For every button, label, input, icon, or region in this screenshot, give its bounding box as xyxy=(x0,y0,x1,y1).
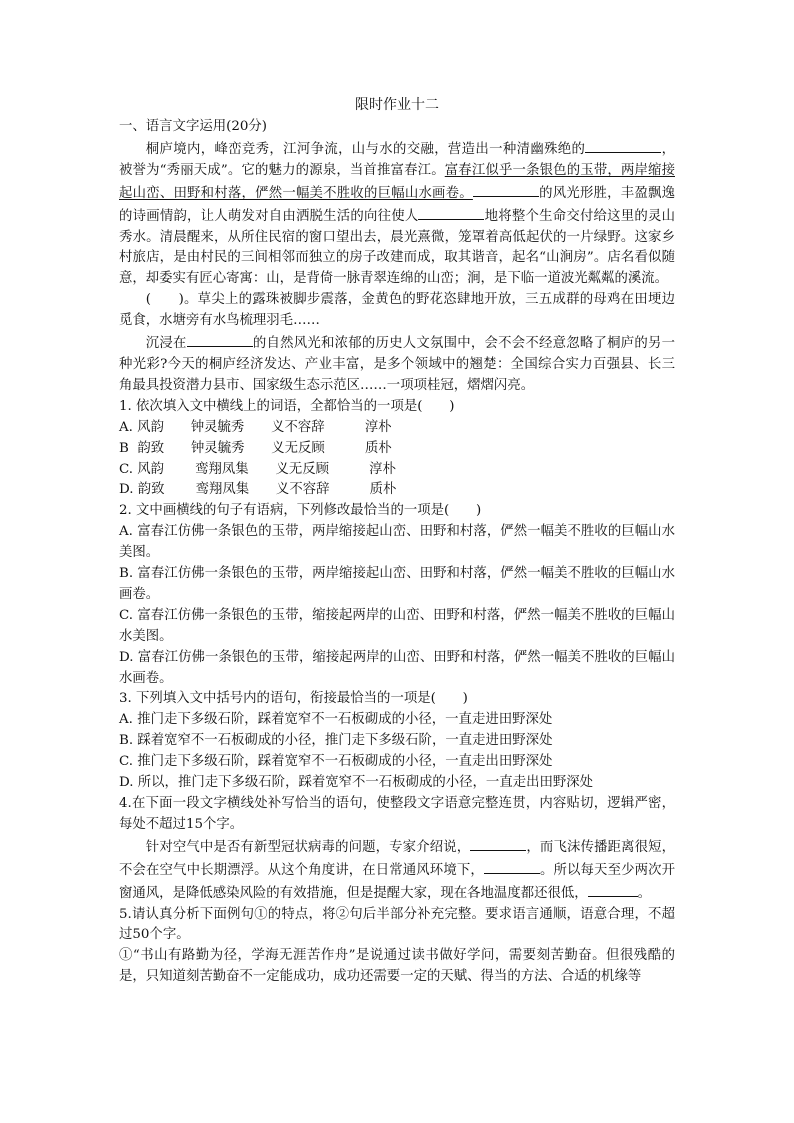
option-b: B. 富春江仿佛一条银色的玉带，两岸缩接起山峦、田野和村落，俨然一幅美不胜收的巨幅山水画卷。 xyxy=(119,566,675,602)
question-1 xyxy=(119,397,675,502)
question-stem: 2. 文中画横线的句子有语病，下列修改最恰当的一项是( ) xyxy=(119,503,482,519)
passage-paragraph-3: 沉浸在 的自然风光和浓郁的历史人文氛围中，会不会不经意忽略了桐庐的另一种光彩?今天的桐庐经济发达、产业丰富，是多个领域中的翘楚：全国综合实力百强县、长三角最具投资潜力县市、国家级生态示范区……一项项桂冠，熠熠闪亮。 xyxy=(119,332,675,397)
passage-paragraph-2: ( )。草尖上的露珠被脚步震落，金黄色的野花恣肆地开放，三五成群的母鸡在田埂边觅食，水塘旁有水鸟梳理羽毛…… xyxy=(119,292,675,329)
answer-blank[interactable] xyxy=(484,859,540,874)
option-a: A. 富春江仿佛一条银色的玉带，两岸缩接起山峦、田野和村落，俨然一幅美不胜收的巨幅山水美图。 xyxy=(119,524,675,561)
option-b: B 韵致 钟灵毓秀 义无反顾 质朴 xyxy=(119,440,392,456)
option-b: B. 踩着宽窄不一石板砌成的小径，推门走下多级石阶，一直走进田野深处 xyxy=(119,733,553,749)
option-d: D. 富春江仿佛一条银色的玉带，缩接起两岸的山峦、田野和村落，俨然一幅美不胜收的巨幅山水画卷。 xyxy=(119,649,675,686)
example-sentence: ①“书山有路勤为径，学海无涯苦作舟”是说通过读书做好学问，需要刻苦勤奋。但很残酷的是，只知道刻苦勤奋不一定能成功，成功还需要一定的天赋、得当的方法、合适的机缘等 xyxy=(119,948,675,985)
question-stem: 3. 下列填入文中括号内的语句，衔接最恰当的一项是( ) xyxy=(119,691,468,707)
underlined-sentence: 富春江似乎一条银色的玉带，两岸缩接起山峦、田野和村落，俨然一幅美不胜收的巨幅山水画卷。 xyxy=(119,162,675,201)
document-page xyxy=(119,96,675,988)
page-title: 限时作业十二 xyxy=(355,97,439,113)
question-stem: 4.在下面一段文字横线处补写恰当的语句，使整段文字语意完整连贯，内容贴切，逻辑严密，每处不超过15个字。 xyxy=(119,796,675,832)
option-c: C. 风韵 鸾翔凤集 义无反顾 淳朴 xyxy=(119,461,396,477)
passage-paragraph-1: 桐庐境内，峰峦竞秀，江河争流，山与水的交融，营造出一种清幽殊绝的 ，被誉为“秀丽天成”。它的魅力的源泉，当首推富春江。富春江似乎一条银色的玉带，两岸缩接起山峦、田野和村落，俨然一幅美不胜收的巨幅山水画卷。 的风光形胜，丰盈飘逸的诗画情韵，让人萌发对自由洒脱生活的向往使人 地将整个生命交付给这里的灵山秀水。清晨醒来，从所住民宿的窗口望出去，晨光熹微，笼罩着高低起伏的一片绿野。这家乡村旅店，是由村民的三间相邻而独立的房子改建而成，取其谐音，起名“山涧房”。店名看似随意，却委实有匠心寄寓：山，是背倚一脉青翠连绵的山峦；涧，是下临一道波光粼粼的溪流。 xyxy=(119,138,675,290)
answer-blank[interactable] xyxy=(588,882,638,897)
question-2 xyxy=(119,501,675,689)
question-3 xyxy=(119,689,675,794)
option-d: D. 韵致 鸾翔凤集 义不容辞 质朴 xyxy=(119,482,397,498)
option-d: D. 所以，推门走下多级石阶，踩着宽窄不一石板砌成的小径，一直走出田野深处 xyxy=(119,775,594,791)
question-stem: 1. 依次填入文中横线上的词语，全都恰当的一项是( ) xyxy=(119,398,455,414)
section-heading: 一、语言文字运用(20分) xyxy=(119,119,268,134)
question-4 xyxy=(119,794,675,905)
answer-blank[interactable] xyxy=(187,332,253,347)
answer-blank[interactable] xyxy=(470,836,526,851)
option-a: A. 风韵 钟灵毓秀 义不容辞 淳朴 xyxy=(119,419,392,435)
answer-blank[interactable] xyxy=(585,138,661,153)
question-text: 针对空气中是否有新型冠状病毒的问题，专家介绍说， ，而飞沫传播距离很短，不会在空气中长期漂浮。从这个角度讲，在日常通风环境下， 。所以每天至少两次开窗通风，是降低感染风险的有效措施，但是提醒大家，现在各地温度都还很低， 。 xyxy=(119,836,675,905)
question-stem: 5.请认真分析下面例句①的特点，将②句后半部分补充完整。要求语言通顺，语意合理，不超过50个字。 xyxy=(119,906,675,943)
option-c: C. 富春江仿佛一条银色的玉带，缩接起两岸的山峦、田野和村落，俨然一幅美不胜收的巨幅山水美图。 xyxy=(119,607,675,644)
answer-blank[interactable] xyxy=(473,182,539,197)
option-a: A. 推门走下多级石阶，踩着宽窄不一石板砌成的小径，一直走进田野深处 xyxy=(119,712,553,728)
question-5 xyxy=(119,905,675,989)
answer-blank[interactable] xyxy=(418,205,484,220)
option-c: C. 推门走下多级石阶，踩着宽窄不一石板砌成的小径，一直走出田野深处 xyxy=(119,754,553,770)
